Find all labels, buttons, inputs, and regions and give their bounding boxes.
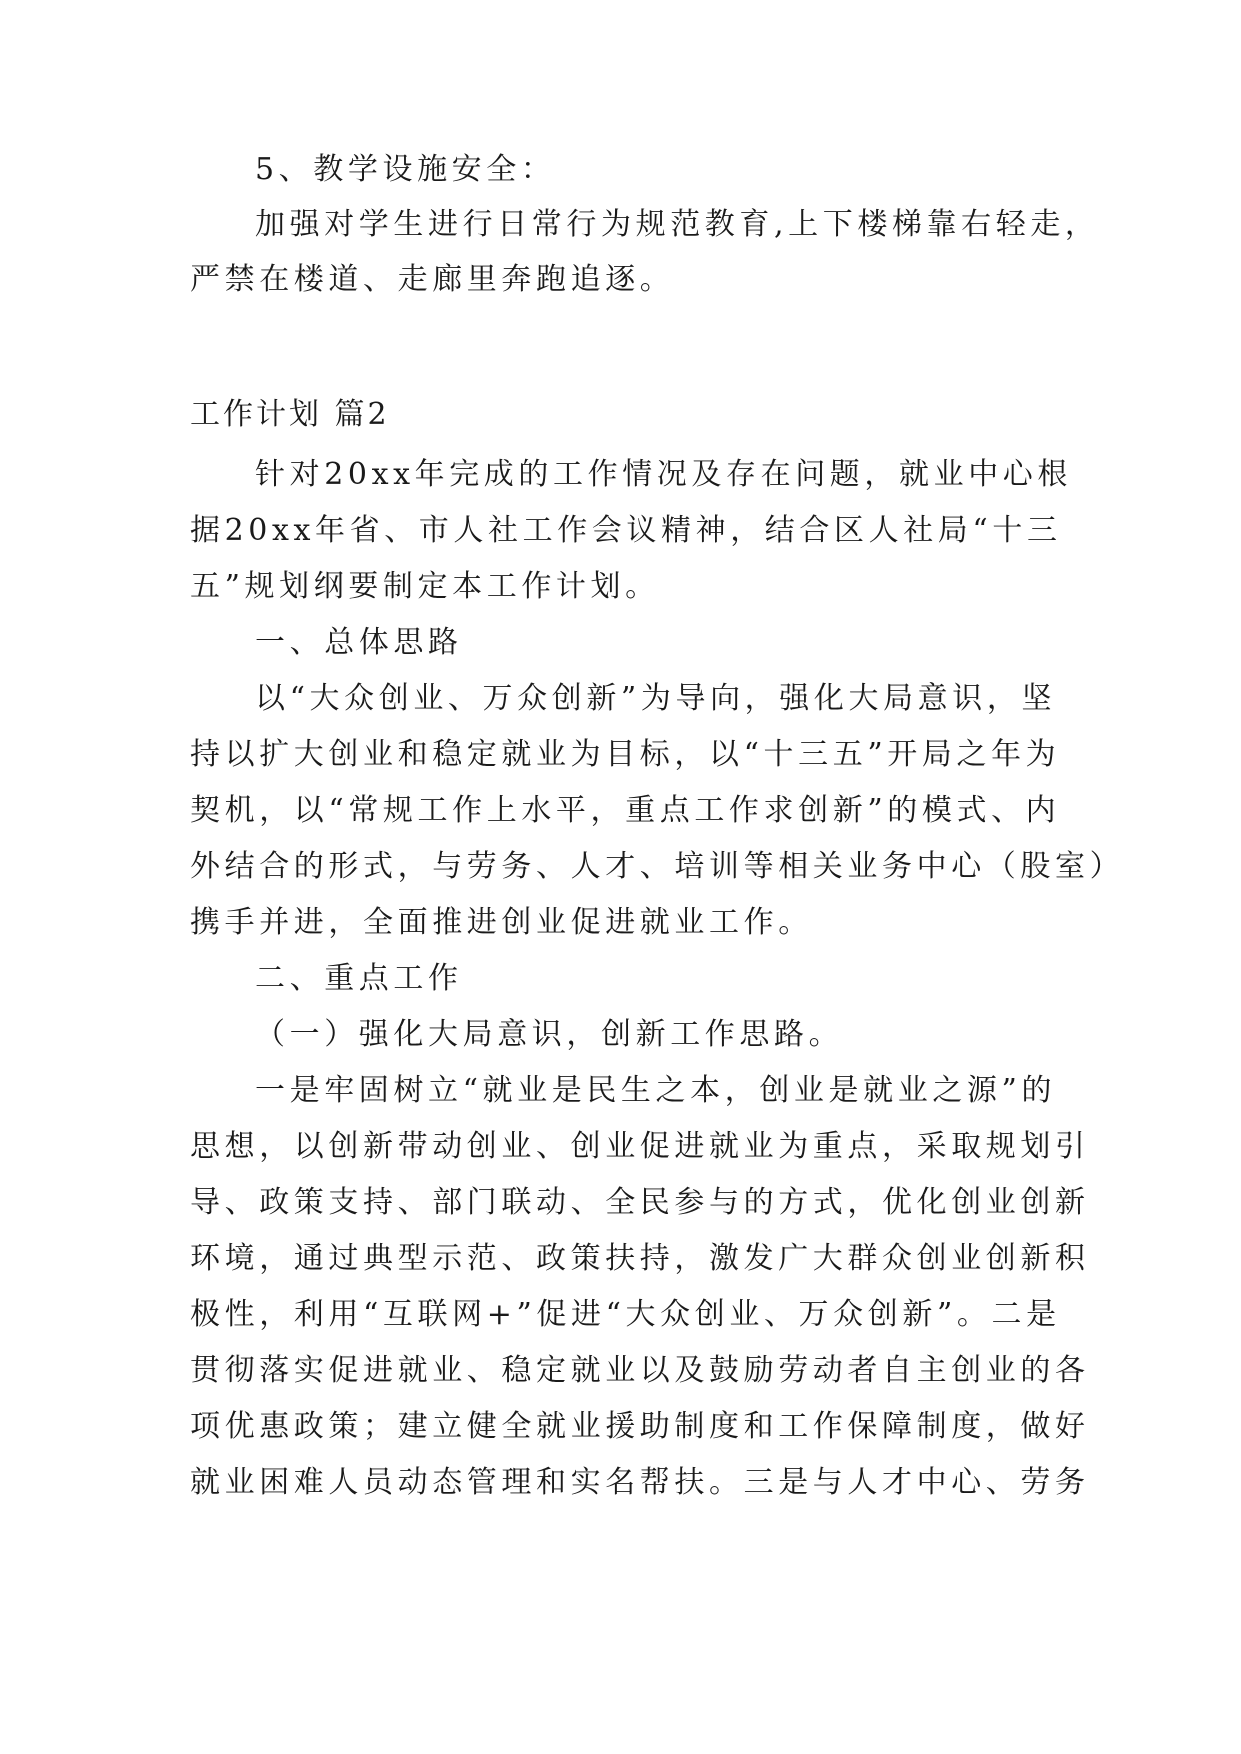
paragraph-line: 以“大众创业、万众创新”为导向，强化大局意识，坚: [255, 681, 1057, 716]
subheading: （一）强化大局意识，创新工作思路。: [255, 1017, 844, 1052]
part2-heading: 二、重点工作: [255, 961, 463, 996]
paragraph-line: 极性，利用“互联网+”促进“大众创业、万众创新”。二是: [190, 1297, 1061, 1332]
paragraph-line: 外结合的形式，与劳务、人才、培训等相关业务中心（股室）: [190, 849, 1125, 884]
paragraph-line: 思想，以创新带动创业、创业促进就业为重点，采取规划引: [190, 1129, 1090, 1164]
paragraph-line: 携手并进，全面推进创业促进就业工作。: [190, 905, 813, 940]
paragraph-line: 导、政策支持、部门联动、全民参与的方式，优化创业创新: [190, 1185, 1090, 1220]
paragraph-line: 针对20xx年完成的工作情况及存在问题，就业中心根: [255, 457, 1073, 492]
part1-heading: 一、总体思路: [255, 625, 463, 660]
paragraph-line: 加强对学生进行日常行为规范教育,上下楼梯靠右轻走，: [255, 207, 1100, 242]
paragraph-line: 贯彻落实促进就业、稳定就业以及鼓励劳动者自主创业的各: [190, 1353, 1090, 1388]
item-5-title: 5、教学设施安全：: [255, 152, 556, 187]
paragraph-line: 就业困难人员动态管理和实名帮扶。三是与人才中心、劳务: [190, 1465, 1090, 1500]
paragraph-line: 契机，以“常规工作上水平，重点工作求创新”的模式、内: [190, 793, 1061, 828]
paragraph-line: 严禁在楼道、走廊里奔跑追逐。: [190, 262, 675, 297]
paragraph-line: 持以扩大创业和稳定就业为目标，以“十三五”开局之年为: [190, 737, 1061, 772]
paragraph-line: 五”规划纲要制定本工作计划。: [190, 569, 660, 604]
paragraph-line: 项优惠政策；建立健全就业援助制度和工作保障制度，做好: [190, 1409, 1090, 1444]
paragraph-line: 环境，通过典型示范、政策扶持，激发广大群众创业创新积: [190, 1241, 1090, 1276]
paragraph-line: 一是牢固树立“就业是民生之本，创业是就业之源”的: [255, 1073, 1057, 1108]
section-title: 工作计划 篇2: [190, 397, 390, 432]
paragraph-line: 据20xx年省、市人社工作会议精神，结合区人社局“十三: [190, 513, 1062, 548]
